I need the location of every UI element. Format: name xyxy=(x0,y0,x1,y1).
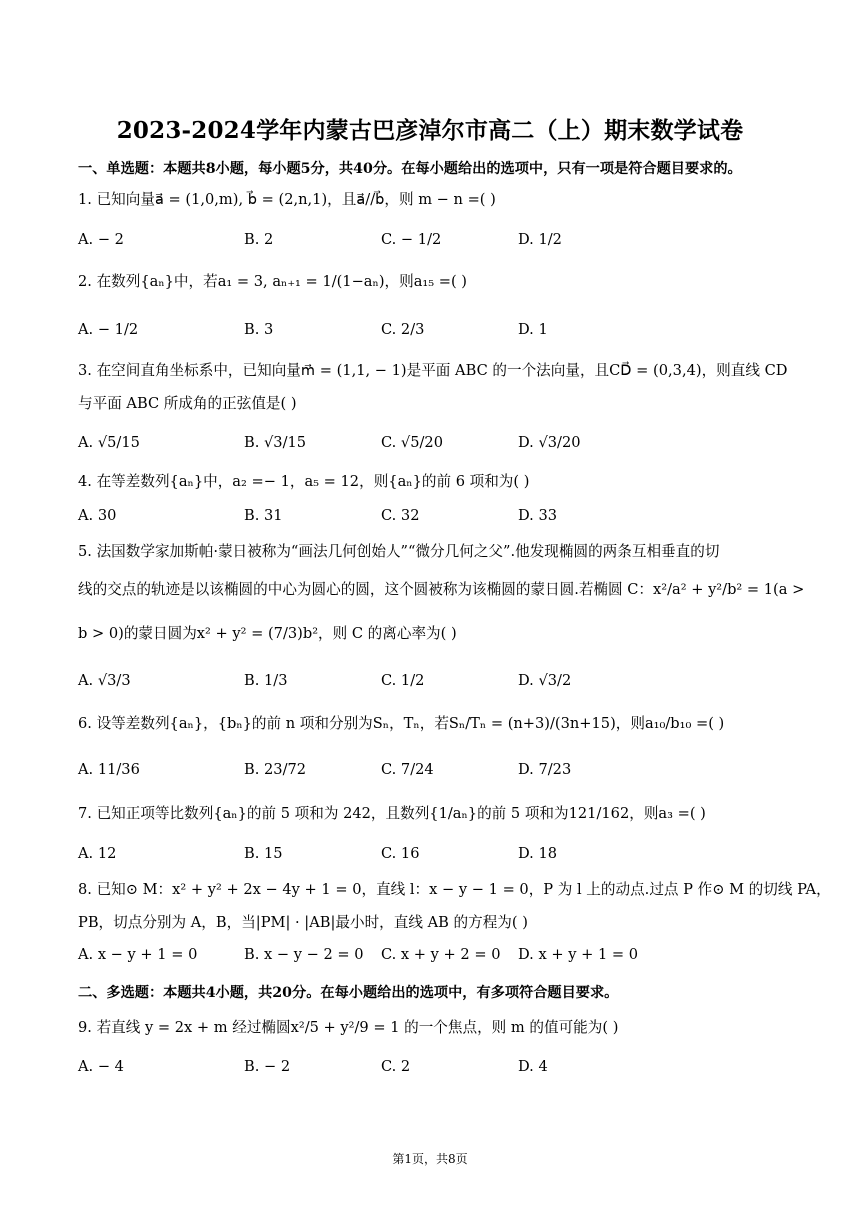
question-5-text-line-1: 5. 法国数学家加斯帕·蒙日被称为“画法几何创始人”“微分几何之父”.他发现椭圆的两条互相垂直的切 xyxy=(78,543,720,560)
option-d: D. 18 xyxy=(518,845,558,862)
option-b: B. 31 xyxy=(244,507,283,524)
option-d: D. 1/2 xyxy=(518,231,562,248)
option-d: D. √3/20 xyxy=(518,434,581,451)
option-b: B. 1/3 xyxy=(244,672,288,689)
option-c: C. 2/3 xyxy=(381,321,425,338)
option-a: A. √5/15 xyxy=(78,434,140,451)
section-heading-single-choice: 一、单选题：本题共8小题，每小题5分，共40分。在每小题给出的选项中，只有一项是符合题目要求的。 xyxy=(78,161,742,177)
question-4-text: 4. 在等差数列{aₙ}中，a₂ =− 1，a₅ = 12，则{aₙ}的前 6 项和为( ) xyxy=(78,473,530,490)
question-5-options xyxy=(78,669,778,693)
option-a: A. − 1/2 xyxy=(78,321,139,338)
question-1-options xyxy=(78,228,778,252)
option-d: D. x + y + 1 = 0 xyxy=(518,946,639,963)
question-6-text: 6. 设等差数列{aₙ}，{bₙ}的前 n 项和分别为Sₙ，Tₙ，若Sₙ/Tₙ = (n+3)/(3n+15)，则a₁₀/b₁₀ =( ) xyxy=(78,715,725,732)
option-a: A. − 4 xyxy=(78,1058,124,1075)
question-5-text-line-3: b > 0)的蒙日圆为x² + y² = (7/3)b²，则 C 的离心率为( ) xyxy=(78,625,457,642)
option-d: D. √3/2 xyxy=(518,672,572,689)
option-d: D. 1 xyxy=(518,321,548,338)
question-4-options xyxy=(78,504,778,528)
question-8-options xyxy=(78,943,778,967)
option-a: A. 12 xyxy=(78,845,117,862)
question-7-text: 7. 已知正项等比数列{aₙ}的前 5 项和为 242，且数列{1/aₙ}的前 5 项和为121/162，则a₃ =( ) xyxy=(78,805,706,822)
question-2-text: 2. 在数列{aₙ}中，若a₁ = 3, aₙ₊₁ = 1/(1−aₙ)，则a₁₅ =( ) xyxy=(78,273,468,290)
page-footer: 第1页，共8页 xyxy=(392,1152,468,1166)
question-3-text-line-2: 与平面 ABC 所成角的正弦值是( ) xyxy=(78,395,297,412)
option-a: A. − 2 xyxy=(78,231,124,248)
question-2-options xyxy=(78,318,778,342)
section-heading-multiple-choice: 二、多选题：本题共4小题，共20分。在每小题给出的选项中，有多项符合题目要求。 xyxy=(78,985,619,1001)
option-b: B. x − y − 2 = 0 xyxy=(244,946,364,963)
option-c: C. 32 xyxy=(381,507,420,524)
option-c: C. − 1/2 xyxy=(381,231,442,248)
question-3-text-line-1: 3. 在空间直角坐标系中，已知向量m⃗ = (1,1, − 1)是平面 ABC 的一个法向量，且CD⃗ = (0,3,4)，则直线 CD xyxy=(78,362,788,379)
option-b: B. − 2 xyxy=(244,1058,291,1075)
question-6-options xyxy=(78,758,778,782)
option-a: A. x − y + 1 = 0 xyxy=(78,946,198,963)
option-b: B. 23/72 xyxy=(244,761,307,778)
question-7-options xyxy=(78,842,778,866)
question-5-text-line-2: 线的交点的轨迹是以该椭圆的中心为圆心的圆，这个圆被称为该椭圆的蒙日圆.若椭圆 C：x²/a² + y²/b² = 1(a > xyxy=(78,581,805,598)
option-c: C. 7/24 xyxy=(381,761,434,778)
question-8-text-line-2: PB，切点分别为 A，B，当|PM| · |AB|最小时，直线 AB 的方程为( ) xyxy=(78,914,528,931)
question-9-text: 9. 若直线 y = 2x + m 经过椭圆x²/5 + y²/9 = 1 的一个焦点，则 m 的值可能为( ) xyxy=(78,1019,619,1036)
option-c: C. 1/2 xyxy=(381,672,425,689)
question-9-options xyxy=(78,1055,778,1079)
option-d: D. 4 xyxy=(518,1058,548,1075)
option-d: D. 33 xyxy=(518,507,558,524)
question-1-text: 1. 已知向量a⃗ = (1,0,m), b⃗ = (2,n,1)，且a⃗//b⃗，则 m − n =( ) xyxy=(78,191,496,208)
option-a: A. 11/36 xyxy=(78,761,140,778)
option-b: B. 3 xyxy=(244,321,274,338)
option-b: B. 2 xyxy=(244,231,274,248)
option-b: B. 15 xyxy=(244,845,283,862)
question-8-text-line-1: 8. 已知⊙ M：x² + y² + 2x − 4y + 1 = 0，直线 l：x − y − 1 = 0，P 为 l 上的动点.过点 P 作⊙ M 的切线 PA， xyxy=(78,881,831,898)
option-c: C. x + y + 2 = 0 xyxy=(381,946,501,963)
option-a: A. 30 xyxy=(78,507,117,524)
option-c: C. √5/20 xyxy=(381,434,443,451)
option-a: A. √3/3 xyxy=(78,672,131,689)
option-c: C. 16 xyxy=(381,845,420,862)
document-title: 2023-2024学年内蒙古巴彦淖尔市高二（上）期末数学试卷 xyxy=(116,117,744,144)
option-c: C. 2 xyxy=(381,1058,411,1075)
option-d: D. 7/23 xyxy=(518,761,572,778)
option-b: B. √3/15 xyxy=(244,434,307,451)
question-3-options xyxy=(78,431,778,455)
